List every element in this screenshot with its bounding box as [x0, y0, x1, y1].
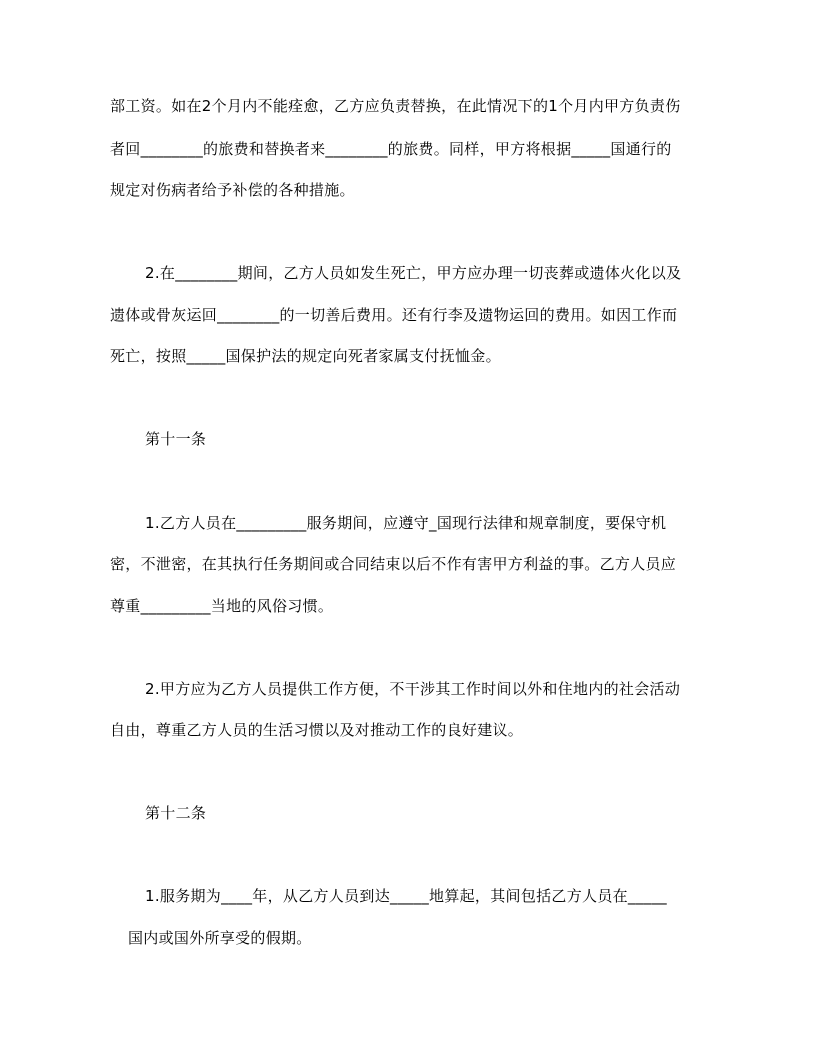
- paragraph-line: 1.乙方人员在_________服务期间，应遵守_国现行法律和规章制度，要保守机: [145, 514, 667, 532]
- paragraph-line: 自由，尊重乙方人员的生活习惯以及对推动工作的良好建议。: [110, 721, 524, 739]
- paragraph-line: 2.甲方应为乙方人员提供工作方便，不干涉其工作时间以外和住地内的社会活动: [145, 680, 681, 698]
- paragraph-line: 密，不泄密，在其执行任务期间或合同结束以后不作有害甲方利益的事。乙方人员应: [110, 555, 677, 573]
- paragraph-line: 遗体或骨灰运回________的一切善后费用。还有行李及遗物运回的费用。如因工作而: [110, 306, 678, 324]
- paragraph-line: 1.服务期为____年，从乙方人员到达_____地算起，其间包括乙方人员在_____: [145, 887, 667, 905]
- paragraph-line: 死亡，按照_____国保护法的规定向死者家属支付抚恤金。: [110, 347, 501, 365]
- section-heading: 第十一条: [145, 430, 207, 448]
- section-heading: 第十二条: [145, 804, 207, 822]
- paragraph-line: 国内或国外所享受的假期。: [128, 929, 312, 947]
- paragraph-line: 者回________的旅费和替换者来________的旅费。同样，甲方将根据_____国通行的: [110, 140, 672, 158]
- paragraph-line: 部工资。如在2个月内不能痊愈，乙方应负责替换，在此情况下的1个月内甲方负责伤: [110, 97, 681, 115]
- paragraph-line: 2.在________期间，乙方人员如发生死亡，甲方应办理一切丧葬或遗体火化以及: [145, 264, 682, 282]
- paragraph-line: 尊重_________当地的风俗习惯。: [110, 597, 334, 615]
- paragraph-line: 规定对伤病者给予补偿的各种措施。: [110, 181, 355, 199]
